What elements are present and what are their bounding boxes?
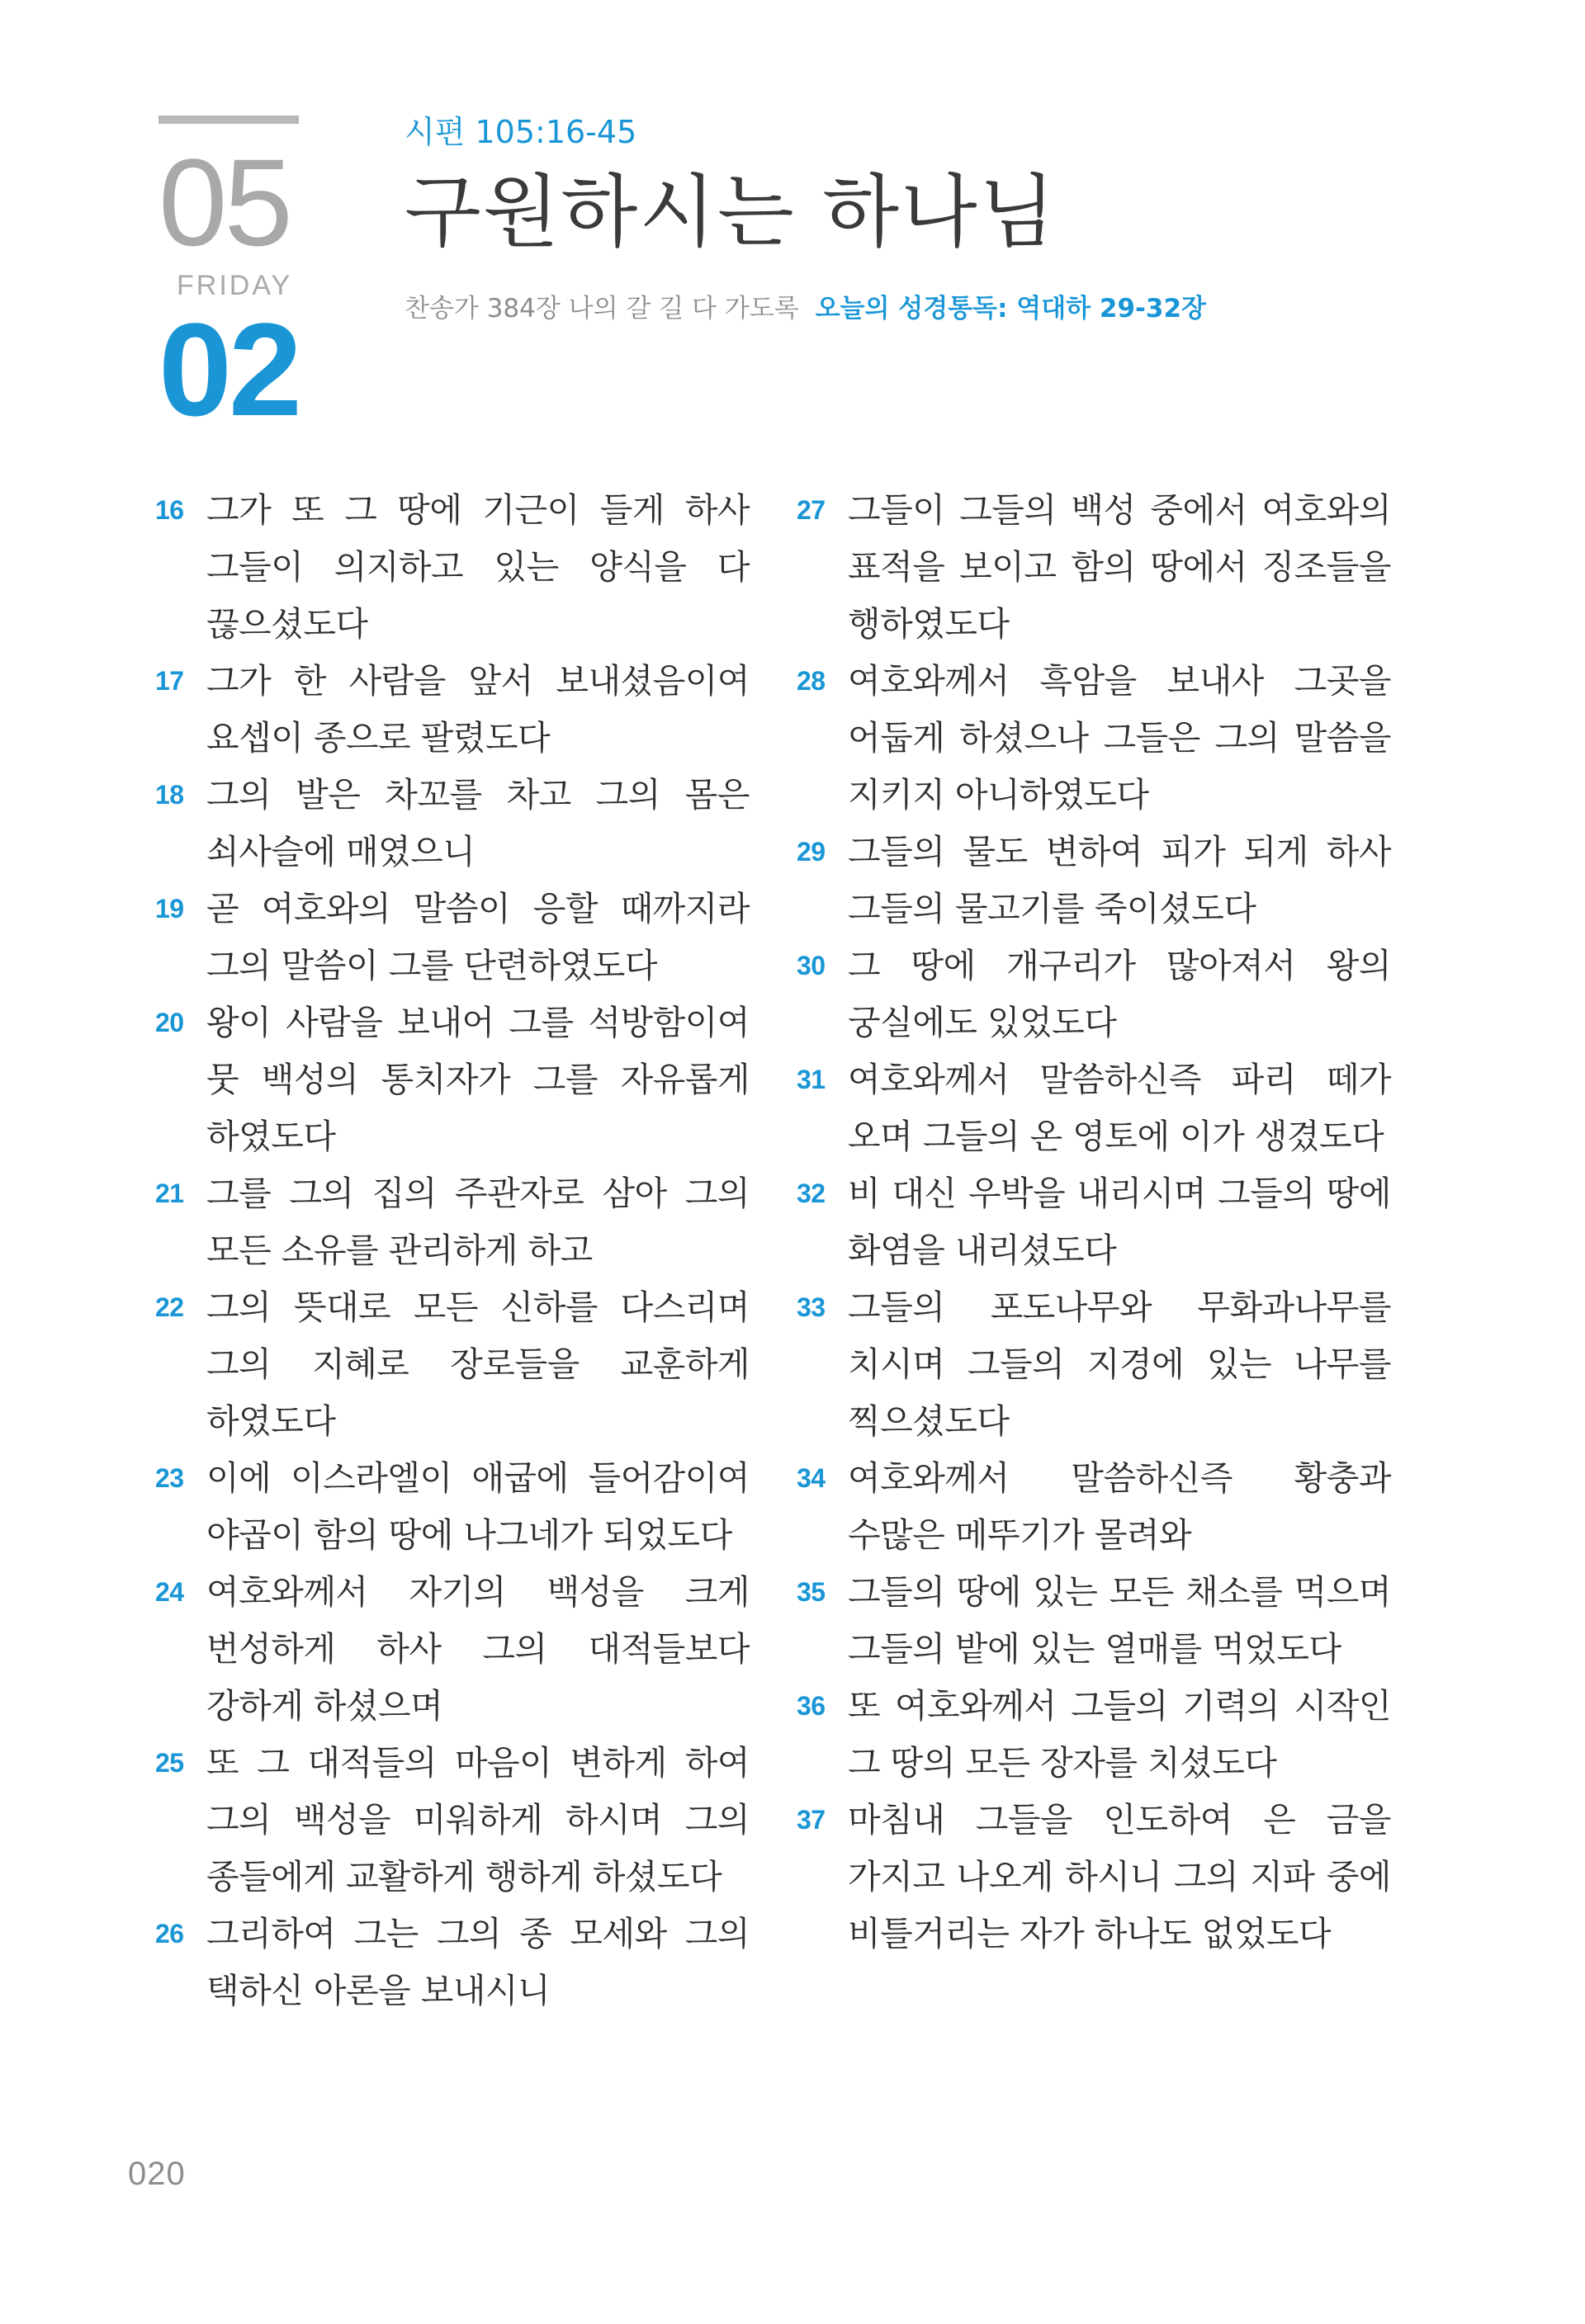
verse xyxy=(155,994,750,1165)
verse-number: 27 xyxy=(797,495,826,525)
verse-number: 31 xyxy=(797,1065,826,1094)
verse xyxy=(155,1735,750,1906)
verse-text: 그가 한 사람을 앞서 보내셨음이여 요셉이 종으로 팔렸도다 xyxy=(206,661,750,758)
verse-number: 33 xyxy=(797,1292,826,1322)
verse-text: 또 여호와께서 그들의 기력의 시작인 그 땅의 모든 장자를 치셨도다 xyxy=(848,1686,1391,1783)
verse-number: 36 xyxy=(797,1691,826,1721)
verse-number: 24 xyxy=(155,1577,184,1607)
verse-number: 30 xyxy=(797,951,826,980)
verse-text: 그를 그의 집의 주관자로 삼아 그의 모든 소유를 관리하게 하고 xyxy=(206,1174,750,1270)
verse-number: 20 xyxy=(155,1008,184,1037)
verse-text: 그의 발은 차꼬를 차고 그의 몸은 쇠사슬에 매였으니 xyxy=(206,775,750,872)
verse xyxy=(797,1165,1391,1279)
verse-number: 23 xyxy=(155,1463,184,1493)
day-number: 02 xyxy=(158,295,299,443)
verse xyxy=(155,1279,750,1450)
verse xyxy=(797,1051,1391,1165)
verse-number: 29 xyxy=(797,837,826,867)
verse-number: 34 xyxy=(797,1463,826,1493)
scripture-reference: 시편 105:16-45 xyxy=(405,114,637,150)
verse xyxy=(797,824,1391,938)
verse-text: 여호와께서 말씀하신즉 파리 떼가 오며 그들의 온 영토에 이가 생겼도다 xyxy=(848,1060,1391,1156)
verse-text: 그 땅에 개구리가 많아져서 왕의 궁실에도 있었도다 xyxy=(848,946,1391,1042)
verse-text: 비 대신 우박을 내리시며 그들의 땅에 화염을 내리셨도다 xyxy=(848,1174,1391,1270)
verse-text: 여호와께서 흑암을 보내사 그곳을 어둡게 하셨으나 그들은 그의 말씀을 지키지 아니하였도다 xyxy=(848,661,1391,815)
verse xyxy=(155,1165,750,1279)
verse-text: 여호와께서 자기의 백성을 크게 번성하게 하사 그의 대적들보다 강하게 하셨으며 xyxy=(206,1572,750,1726)
weekday-label: FRIDAY xyxy=(177,270,293,301)
verse xyxy=(797,1279,1391,1450)
verse-number: 22 xyxy=(155,1292,184,1322)
verse xyxy=(797,1450,1391,1564)
verse xyxy=(797,482,1391,653)
verse xyxy=(155,653,750,767)
verse-text: 그리하여 그는 그의 종 모세와 그의 택하신 아론을 보내시니 xyxy=(206,1914,750,2010)
verse xyxy=(155,1906,750,2019)
verse xyxy=(155,482,750,653)
verse xyxy=(797,1792,1391,1963)
verse-number: 19 xyxy=(155,894,184,923)
verse-text: 왕이 사람을 보내어 그를 석방함이여 뭇 백성의 통치자가 그를 자유롭게 하였도다 xyxy=(206,1003,750,1156)
verse-text: 그의 뜻대로 모든 신하를 다스리며 그의 지혜로 장로들을 교훈하게 하였도다 xyxy=(206,1287,750,1441)
date-block xyxy=(158,116,299,443)
date-rule-divider xyxy=(158,116,299,124)
page-title: 구원하시는 하나님 xyxy=(405,166,1057,258)
hymn-reference: 찬송가 384장 나의 갈 길 다 가도록 xyxy=(405,294,799,324)
verse-text: 마침내 그들을 인도하여 은 금을 가지고 나오게 하시니 그의 지파 중에 비틀거리는 자가 하나도 없었도다 xyxy=(848,1800,1391,1953)
verse-text: 여호와께서 말씀하신즉 황충과 수많은 메뚜기가 몰려와 xyxy=(848,1458,1391,1555)
verse xyxy=(155,881,750,994)
page-number: 020 xyxy=(128,2156,186,2192)
verse-number: 26 xyxy=(155,1919,184,1948)
verse-text: 또 그 대적들의 마음이 변하게 하여 그의 백성을 미워하게 하시며 그의 종들에게 교활하게 행하게 하셨도다 xyxy=(206,1743,750,1897)
verse-number: 32 xyxy=(797,1179,826,1208)
subtitle-line xyxy=(405,292,1478,325)
verse xyxy=(797,1678,1391,1792)
verse-number: 18 xyxy=(155,780,184,810)
verse-number: 25 xyxy=(155,1748,184,1778)
verse-number: 16 xyxy=(155,495,184,525)
verse-number: 37 xyxy=(797,1805,826,1835)
verse xyxy=(155,1450,750,1564)
verse xyxy=(797,938,1391,1051)
verse xyxy=(797,653,1391,824)
daily-reading: 오늘의 성경통독: 역대하 29-32장 xyxy=(815,294,1206,324)
verse-text: 곧 여호와의 말씀이 응할 때까지라 그의 말씀이 그를 단련하였도다 xyxy=(206,889,750,985)
verse-number: 17 xyxy=(155,666,184,696)
verse-text: 그들이 그들의 백성 중에서 여호와의 표적을 보이고 함의 땅에서 징조들을 행하였도다 xyxy=(848,490,1391,644)
verse xyxy=(155,1564,750,1735)
verse-text: 그들의 물도 변하여 피가 되게 하사 그들의 물고기를 죽이셨도다 xyxy=(848,832,1391,928)
verse-text: 이에 이스라엘이 애굽에 들어감이여 야곱이 함의 땅에 나그네가 되었도다 xyxy=(206,1458,750,1555)
verse-number: 35 xyxy=(797,1577,826,1607)
verse xyxy=(797,1564,1391,1678)
verse-number: 28 xyxy=(797,666,826,696)
month-number: 05 xyxy=(158,133,290,272)
verse-number: 21 xyxy=(155,1179,184,1208)
verse-text: 그가 또 그 땅에 기근이 들게 하사 그들이 의지하고 있는 양식을 다 끊으셨도다 xyxy=(206,490,750,644)
verse-column-right xyxy=(797,482,1391,1963)
verse-text: 그들의 땅에 있는 모든 채소를 먹으며 그들의 밭에 있는 열매를 먹었도다 xyxy=(848,1572,1391,1669)
verse xyxy=(155,767,750,881)
verse-column-left xyxy=(155,482,750,2019)
header-text xyxy=(405,112,1478,325)
verse-text: 그들의 포도나무와 무화과나무를 치시며 그들의 지경에 있는 나무를 찍으셨도다 xyxy=(848,1287,1391,1441)
